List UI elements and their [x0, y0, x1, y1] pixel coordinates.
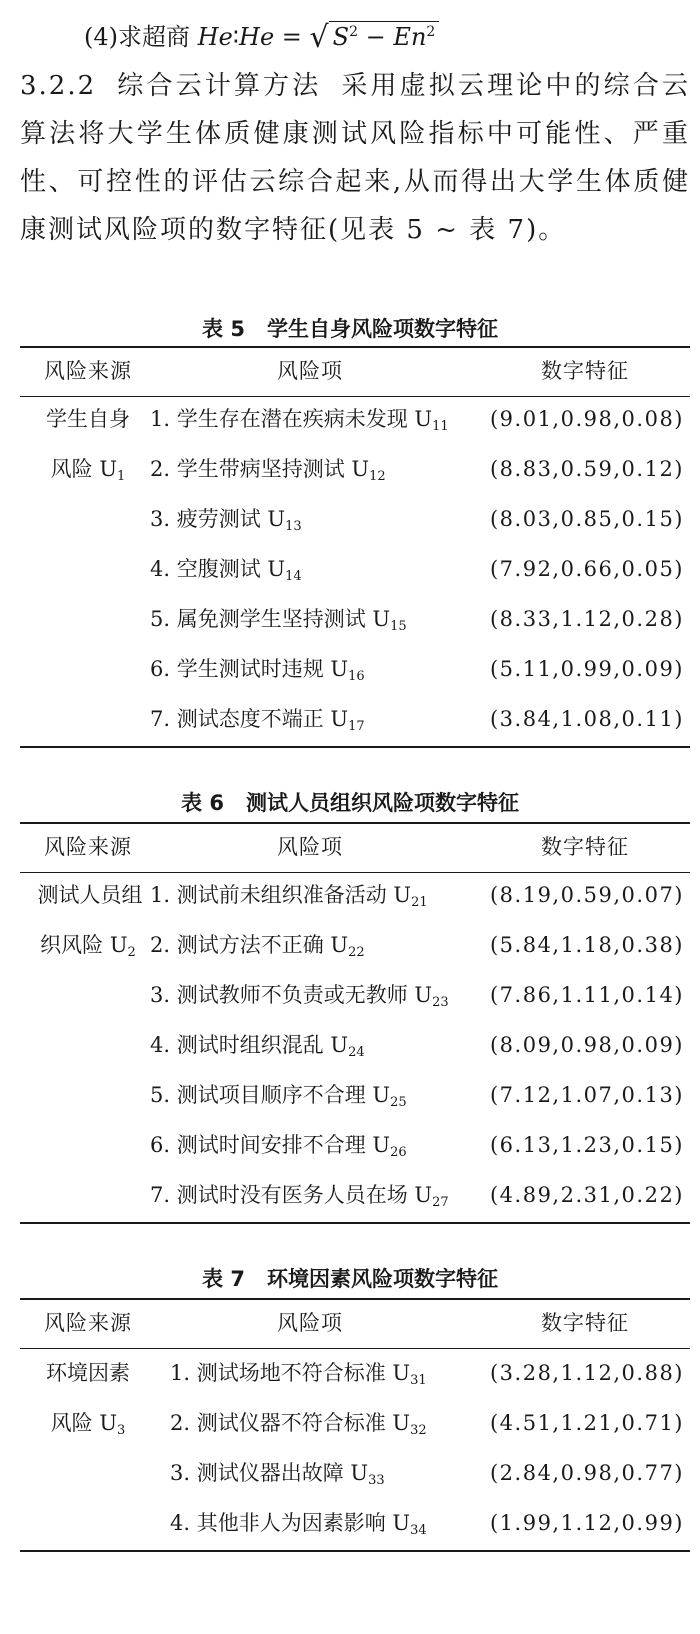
section-number: 3.2.2 [20, 71, 97, 101]
table-5-row-3-item: 3. 疲劳测试 $U_{13}$ [150, 507, 302, 534]
table-7-top-rule [20, 1298, 690, 1300]
table-6-row-4-item: 4. 测试时组织混乱 $U_{24}$ [150, 1033, 365, 1060]
section-paragraph [20, 62, 690, 254]
table-6-source-line2: 织风险 $U_2$ [40, 933, 136, 960]
formula-equals: = [274, 23, 310, 51]
radicand [329, 21, 440, 51]
table-7-row-4-item: 4. 其他非人为因素影响 $U_{34}$ [170, 1511, 427, 1538]
table-6-title: 测试人员组织风险项数字特征 [245, 791, 519, 815]
table-5-row-7-item: 7. 测试态度不端正 $U_{17}$ [150, 707, 365, 734]
table-6-bottom-rule [20, 1222, 690, 1224]
table-5-row-4-feature: (7.92,0.66,0.05) [489, 557, 684, 581]
table-6-header-item: 风险项 [277, 835, 343, 859]
table-6-row-7-item: 7. 测试时没有医务人员在场 $U_{27}$ [150, 1183, 449, 1210]
section-body: 采用虚拟云理论中的综合云算法将大学生体质健康测试风险指标中可能性、严重性、可控性的评估云综合起来,从而得出大学生体质健康测试风险项的数字特征(见表 5 ~ 表 7)。 [20, 71, 690, 245]
table-6-header-source: 风险来源 [44, 835, 132, 859]
table-5-row-2-feature: (8.83,0.59,0.12) [489, 457, 684, 481]
table-5-row-6-item: 6. 学生测试时违规 $U_{16}$ [150, 657, 365, 684]
table-6-row-5-feature: (7.12,1.07,0.13) [489, 1083, 684, 1107]
radical-sign: √ [309, 20, 329, 55]
table-6-row-6-item: 6. 测试时间安排不合理 $U_{26}$ [150, 1133, 407, 1160]
table-7-row-3-item: 3. 测试仪器出故障 $U_{33}$ [170, 1461, 385, 1488]
table-6-header-rule [20, 872, 690, 873]
table-6-header-feature: 数字特征 [541, 835, 629, 859]
formula-s-exponent: 2 [349, 24, 359, 40]
table-7-row-3-feature: (2.84,0.98,0.77) [489, 1461, 684, 1485]
table-6-caption [0, 788, 700, 818]
table-7-row-4-feature: (1.99,1.12,0.99) [489, 1511, 684, 1535]
table-5-row-7-feature: (3.84,1.08,0.11) [489, 707, 684, 731]
table-5-row-2-item: 2. 学生带病坚持测试 $U_{12}$ [150, 457, 386, 484]
table-6-row-1-item: 1. 测试前未组织准备活动 $U_{21}$ [150, 883, 428, 910]
table-7-source-line1: 环境因素 [46, 1361, 130, 1385]
table-5-caption [0, 314, 700, 344]
table-6-row-6-feature: (6.13,1.23,0.15) [489, 1133, 684, 1157]
table-5-row-1-item: 1. 学生存在潜在疾病未发现 $U_{11}$ [150, 407, 449, 434]
table-7-row-1-feature: (3.28,1.12,0.88) [489, 1361, 684, 1385]
table-5-header-rule [20, 396, 690, 397]
table-6-row-5-item: 5. 测试项目顺序不合理 $U_{25}$ [150, 1083, 407, 1110]
table-5-row-6-feature: (5.11,0.99,0.09) [489, 657, 684, 681]
table-5-row-5-feature: (8.33,1.12,0.28) [489, 607, 684, 631]
table-6-row-4-feature: (8.09,0.98,0.09) [489, 1033, 684, 1057]
table-7-row-1-item: 1. 测试场地不符合标准 $U_{31}$ [170, 1361, 427, 1388]
table-7-source-line2: 风险 $U_3$ [50, 1411, 126, 1438]
table-5 [20, 346, 690, 750]
table-5-bottom-rule [20, 746, 690, 748]
formula-s: S [332, 23, 350, 51]
table-5-row-1-feature: (9.01,0.98,0.08) [489, 407, 684, 431]
formula-minus: − [358, 23, 394, 51]
table-5-row-4-item: 4. 空腹测试 $U_{14}$ [150, 557, 302, 584]
table-5-row-5-item: 5. 属免测学生坚持测试 $U_{15}$ [150, 607, 407, 634]
table-7-header-feature: 数字特征 [541, 1311, 629, 1335]
table-6-row-2-feature: (5.84,1.18,0.38) [489, 933, 684, 957]
table-5-row-3-feature: (8.03,0.85,0.15) [489, 507, 684, 531]
table-5-top-rule [20, 346, 690, 348]
table-6-row-2-item: 2. 测试方法不正确 $U_{22}$ [150, 933, 365, 960]
table-5-title: 学生自身风险项数字特征 [266, 317, 498, 341]
table-7-bottom-rule [20, 1550, 690, 1552]
table-6-source-line1: 测试人员组 [37, 883, 143, 907]
table-7-title: 环境因素风险项数字特征 [266, 1267, 498, 1291]
table-6-row-3-feature: (7.86,1.11,0.14) [489, 983, 684, 1007]
table-7-row-2-item: 2. 测试仪器不符合标准 $U_{32}$ [170, 1411, 427, 1438]
table-6-row-3-item: 3. 测试教师不负责或无教师 $U_{23}$ [150, 983, 449, 1010]
table-7-header-rule [20, 1348, 690, 1349]
formula-he-b: He [239, 23, 275, 51]
formula-en-exponent: 2 [426, 24, 436, 40]
table-6-row-7-feature: (4.89,2.31,0.22) [489, 1183, 684, 1207]
table-5-header-source: 风险来源 [44, 359, 132, 383]
formula-he-a: He [197, 23, 233, 51]
table-5-source-line2: 风险 $U_1$ [50, 457, 126, 484]
table-7 [20, 1298, 690, 1554]
table-7-header-item: 风险项 [277, 1311, 343, 1335]
table-7-caption [0, 1264, 700, 1294]
table-5-header-item: 风险项 [277, 359, 343, 383]
table-7-header-source: 风险来源 [44, 1311, 132, 1335]
formula-colon: ∶ [232, 23, 240, 51]
table-6 [20, 822, 690, 1226]
table-5-header-feature: 数字特征 [541, 359, 629, 383]
table-5-source-line1: 学生自身 [46, 407, 130, 431]
formula-step: (4)求超商 [84, 23, 190, 51]
formula-en: En [393, 23, 427, 51]
table-6-label: 表 6 [181, 791, 224, 815]
table-6-top-rule [20, 822, 690, 824]
table-5-label: 表 5 [202, 317, 245, 341]
section-title: 综合云计算方法 [116, 71, 322, 101]
table-7-row-2-feature: (4.51,1.21,0.71) [489, 1411, 684, 1435]
table-7-label: 表 7 [202, 1267, 245, 1291]
formula-line [84, 14, 439, 56]
table-6-row-1-feature: (8.19,0.59,0.07) [489, 883, 684, 907]
